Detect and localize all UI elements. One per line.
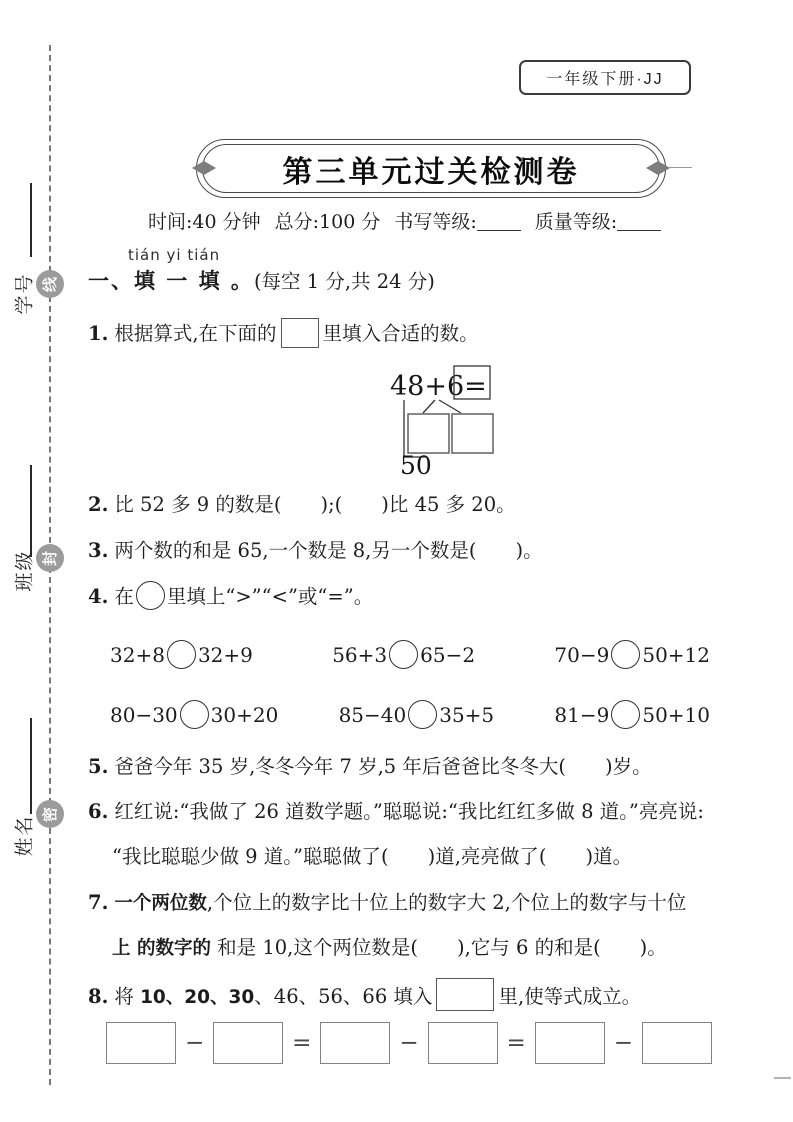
question-8-inline-box[interactable] xyxy=(436,978,494,1011)
comparison-item: 81−9 50+10 xyxy=(554,700,710,729)
student-id-write-line[interactable] xyxy=(30,183,32,257)
question-4: 4. 在 里填上“>”“<”或“=”。 xyxy=(88,581,373,611)
total-score-label: 总分:100 分 xyxy=(274,211,381,233)
seal-char-feng: 封 xyxy=(36,544,64,572)
corner-mark xyxy=(774,1077,791,1079)
comparison-circle[interactable] xyxy=(611,640,640,669)
diagram-part-box-right[interactable] xyxy=(452,414,493,453)
comparison-item: 32+8 32+9 xyxy=(110,640,253,669)
comparison-row-2 xyxy=(110,700,710,729)
class-write-line[interactable] xyxy=(30,465,32,557)
comparison-row-1 xyxy=(110,640,710,669)
question-8-equation-row xyxy=(106,1022,712,1064)
comparison-item: 80−30 30+20 xyxy=(110,700,278,729)
question-3: 3. 两个数的和是 65,一个数是 8,另一个数是( )。 xyxy=(88,539,543,562)
writing-grade-label: 书写等级: xyxy=(394,207,520,234)
question-5: 5. 爸爸今年 35 岁,冬冬今年 7 岁,5 年后爸爸比冬冬大( )岁。 xyxy=(88,755,652,778)
comparison-circle[interactable] xyxy=(408,700,437,729)
diagram-part-box-left[interactable] xyxy=(408,414,449,453)
equation-box-4[interactable] xyxy=(428,1022,498,1064)
equation-box-5[interactable] xyxy=(535,1022,605,1064)
pinyin-annotation: tián yi tián xyxy=(128,246,221,264)
seal-char-line: 线 xyxy=(36,270,64,298)
question-6-line1: 6. 红红说:“我做了 26 道数学题。”聪聪说:“我比红红多做 8 道。”亮亮说: xyxy=(88,800,704,823)
question-1-diagram xyxy=(330,358,522,476)
comparison-item: 85−40 35+5 xyxy=(339,700,495,729)
question-1-number: 1. xyxy=(88,322,109,345)
question-1-inline-answer-box[interactable] xyxy=(281,318,319,348)
quality-grade-blank[interactable] xyxy=(617,210,661,231)
comparison-circle[interactable] xyxy=(611,700,640,729)
diagram-partial-sum: 50 xyxy=(400,451,432,476)
question-7-line2: 上 的数字的 和是 10,这个两位数是( ),它与 6 的和是( )。 xyxy=(112,936,667,959)
time-label: 时间:40 分钟 xyxy=(148,211,261,233)
student-id-label: 学号 xyxy=(13,272,36,315)
equation-box-6[interactable] xyxy=(642,1022,712,1064)
comparison-circle[interactable] xyxy=(180,700,209,729)
seal-char-mi: 密 xyxy=(36,800,64,828)
title-banner-inner xyxy=(202,144,660,193)
edition-badge: 一年级下册·JJ xyxy=(519,60,691,95)
comparison-item: 70−9 50+12 xyxy=(554,640,710,669)
page-title: 第三单元过关检测卷 xyxy=(282,154,580,190)
section-title: 一、填 一 填 。 xyxy=(88,268,254,293)
name-label: 姓名 xyxy=(13,814,36,857)
quality-grade-label: 质量等级: xyxy=(535,207,661,234)
comparison-circle[interactable] xyxy=(389,640,418,669)
name-write-line[interactable] xyxy=(30,718,32,814)
minus-operator: − xyxy=(399,1030,419,1056)
comparison-circle[interactable] xyxy=(167,640,196,669)
class-label: 班级 xyxy=(13,549,36,592)
section-one-heading xyxy=(88,265,435,295)
writing-grade-blank[interactable] xyxy=(477,210,521,231)
title-banner xyxy=(196,139,666,198)
equation-box-1[interactable] xyxy=(106,1022,176,1064)
question-2: 2. 比 52 多 9 的数是( );( )比 45 多 20。 xyxy=(88,493,516,516)
question-6-line2: “我比聪聪少做 9 道。”聪聪做了( )道,亮亮做了( )道。 xyxy=(112,845,633,868)
diagram-expression: 48+6= xyxy=(390,371,487,402)
question-8: 8. 将 10、20、30、46、56、66 填入 里,使等式成立。 xyxy=(88,978,641,1012)
equation-box-3[interactable] xyxy=(320,1022,390,1064)
minus-operator: − xyxy=(184,1030,205,1056)
section-note: (每空 1 分,共 24 分) xyxy=(253,270,435,293)
banner-tail-line xyxy=(668,167,692,168)
equals-operator: = xyxy=(292,1030,312,1056)
minus-operator: − xyxy=(613,1030,633,1056)
question-7-line1: 7. 一个两位数,个位上的数字比十位上的数字大 2,个位上的数字与十位 xyxy=(88,891,687,914)
equals-operator: = xyxy=(506,1030,526,1056)
question-4-example-circle xyxy=(136,581,165,610)
equation-box-2[interactable] xyxy=(213,1022,283,1064)
comparison-item: 56+3 65−2 xyxy=(332,640,475,669)
question-1: 1. 根据算式,在下面的 里填入合适的数。 xyxy=(88,318,479,348)
meta-line xyxy=(148,207,748,234)
